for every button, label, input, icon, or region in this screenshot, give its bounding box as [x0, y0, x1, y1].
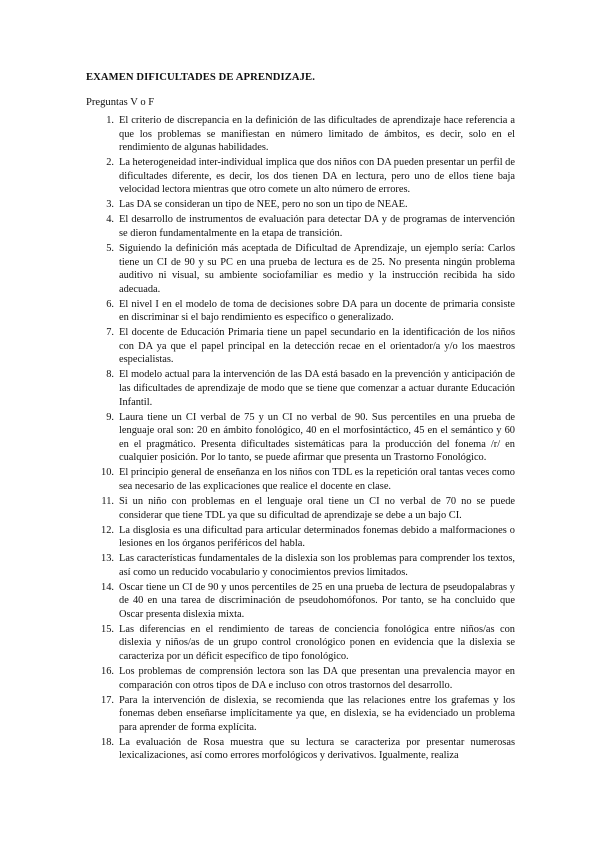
question-item — [86, 581, 515, 622]
question-text: Si un niño con problemas en el lenguaje oral tiene un CI no verbal de 70 no se puede considerar que tiene TDL ya que su dificultad de aprendizaje se debe a un bajo CI. — [119, 495, 515, 521]
question-number: 7. — [106, 327, 114, 339]
question-number: 14. — [101, 581, 114, 593]
question-text: El principio general de enseñanza en los niños con TDL es la repetición oral tantas veces como sea necesario de las explicaciones que realice el docente en clase. — [119, 467, 515, 492]
question-text: Para la intervención de dislexia, se recomienda que las relaciones entre los grafemas y los fonemas deben enseñarse implícitamente ya que, en dislexia, se ha evidenciado un problema para aprender de forma explícita. — [119, 694, 515, 733]
question-number: 6. — [106, 298, 114, 310]
document-subtitle: Preguntas V o F — [86, 97, 155, 108]
question-text: Los problemas de comprensión lectora son las DA que presentan una prevalencia mayor en comparación con otros tipos de DA e incluso con otros trastornos del desarrollo. — [119, 666, 515, 691]
question-number: 9. — [106, 411, 114, 423]
question-item — [86, 694, 515, 735]
question-number: 17. — [101, 694, 114, 706]
question-item — [86, 298, 515, 325]
question-number: 10. — [101, 467, 114, 479]
question-text: Laura tiene un CI verbal de 75 y un CI no verbal de 90. Sus percentiles en una prueba de lenguaje oral son: 20 en ámbito fonológico, 40 en el morfosintáctico, 45 en el semántico y 60 en el pragmático. Presenta dificultades sistemáticas para la producción del fonema /r/ en cualquier posición. Por lo tanto, se puede afirmar que presenta un Trastorno Fonológico. — [119, 411, 515, 464]
question-text: El criterio de discrepancia en la definición de las dificultades de aprendizaje hace referencia a que los problemas se manifiestan en número limitado de ámbitos, es decir, solo en el rendimiento de algunas habilidades. — [119, 115, 515, 154]
question-item — [86, 665, 515, 692]
question-item — [86, 736, 515, 763]
question-number: 12. — [101, 524, 114, 536]
question-text: La heterogeneidad inter-individual implica que dos niños con DA pueden presentar un perfil de dificultades diferente, es decir, los dos tienen DA en lectura, pero uno de ellos tiene baja velocidad lectora mientras que otro comete un alto número de errores. — [119, 157, 515, 196]
question-item — [86, 524, 515, 551]
question-text: El desarrollo de instrumentos de evaluación para detectar DA y de programas de intervención se dieron fundamentalmente en la etapa de transición. — [119, 214, 515, 239]
question-text: Las diferencias en el rendimiento de tareas de conciencia fonológica entre niños/as con dislexia y niños/as de un grupo control cronológico ponen en evidencia que la dislexia se caracteriza por un déficit específico de tipo fonológico. — [119, 623, 515, 663]
question-item — [86, 326, 515, 367]
question-text: Las DA se consideran un tipo de NEE, pero no son un tipo de NEAE. — [119, 199, 408, 211]
question-number: 3. — [106, 199, 114, 211]
question-text: La evaluación de Rosa muestra que su lectura se caracteriza por presentar numerosas lexicalizaciones, así como errores morfológicos y derivativos. Igualmente, realiza — [119, 736, 515, 762]
question-number: 8. — [106, 369, 114, 381]
document-title: EXAMEN DIFICULTADES DE APRENDIZAJE. — [86, 72, 315, 83]
question-item — [86, 198, 515, 212]
question-item — [86, 156, 515, 197]
question-text: Siguiendo la definición más aceptada de Dificultad de Aprendizaje, un ejemplo sería: Carlos tiene un CI de 90 y su PC en una prueba de lectura es de 25. No presenta ningún problema auditivo ni visual, su ambiente sociofamiliar es medio y la instrucción recibida ha sido adecuada. — [119, 242, 515, 295]
question-number: 18. — [101, 736, 114, 748]
question-item — [86, 213, 515, 240]
question-item — [86, 114, 515, 155]
question-text: Oscar tiene un CI de 90 y unos percentiles de 25 en una prueba de lectura de pseudopalabras y de 40 en una tarea de discriminación de pseudohomófonos. Por tanto, se ha concluido que Oscar presenta dislexia mixta. — [119, 581, 515, 620]
question-number: 1. — [106, 115, 114, 126]
question-text: El modelo actual para la intervención de las DA está basado en la prevención y anticipación de las dificultades de aprendizaje de modo que se tiene que comenzar a actuar durante Educación Infantil. — [119, 369, 515, 408]
question-text: El nivel I en el modelo de toma de decisiones sobre DA para un docente de primaria consiste en discriminar si el bajo rendimiento es específico o generalizado. — [119, 298, 515, 324]
question-number: 16. — [101, 666, 114, 678]
question-item — [86, 623, 515, 664]
question-number: 5. — [106, 242, 114, 254]
question-item — [86, 552, 515, 579]
question-number: 11. — [101, 495, 114, 507]
question-number: 13. — [101, 553, 114, 565]
question-list — [86, 114, 515, 764]
question-item — [86, 466, 515, 493]
question-item — [86, 242, 515, 296]
question-text: La disglosia es una dificultad para articular determinados fonemas debido a malformaciones o lesiones en los órganos periféricos del habla. — [119, 524, 515, 550]
question-number: 4. — [106, 214, 114, 226]
question-number: 15. — [101, 623, 114, 635]
question-item — [86, 495, 515, 522]
question-text: Las características fundamentales de la dislexia son los problemas para comprender los textos, así como un reducido vocabulario y conocimientos previos limitados. — [119, 553, 515, 578]
question-item — [86, 368, 515, 409]
question-item — [86, 411, 515, 465]
question-text: El docente de Educación Primaria tiene un papel secundario en la identificación de los niños con DA ya que el papel principal en la detección recae en el orientador/a y/o los maestros especialistas. — [119, 327, 515, 366]
question-number: 2. — [106, 157, 114, 169]
